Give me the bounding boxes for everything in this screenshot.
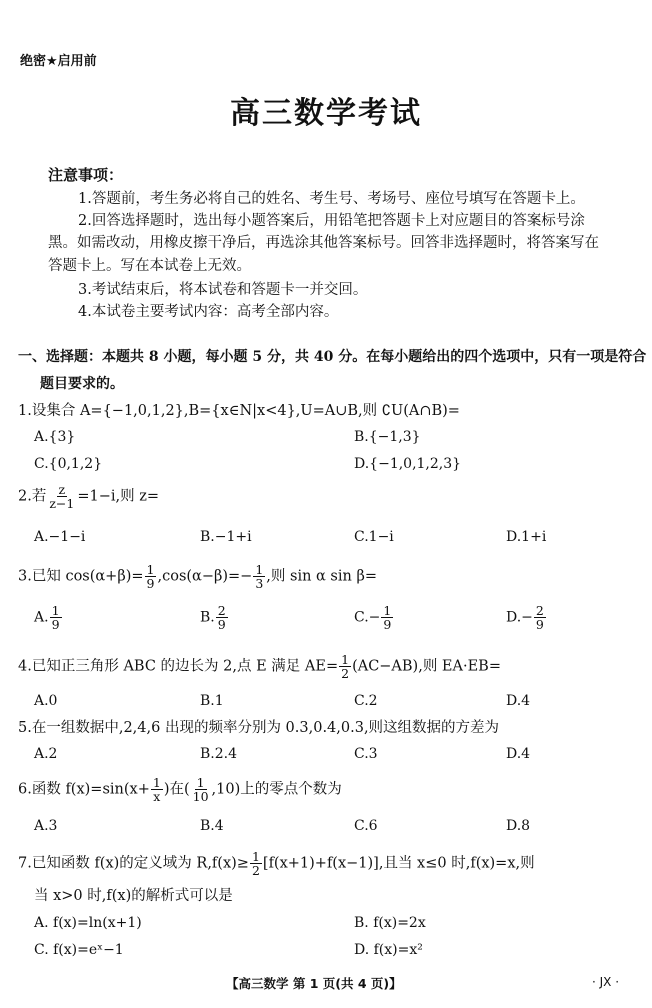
question-2-option-a: A.−1−i xyxy=(34,529,86,545)
question-7-option-b: B. f(x)=2x xyxy=(354,915,426,931)
question-4-option-c: C.2 xyxy=(354,693,378,709)
question-6-option-b: B.4 xyxy=(200,818,224,834)
question-5-option-d: D.4 xyxy=(506,746,531,762)
question-7-stem-line-2: 当 x>0 时,f(x)的解析式可以是 xyxy=(34,888,233,904)
question-7-option-a: A. f(x)=ln(x+1) xyxy=(34,915,142,931)
note-3: 3.考试结束后，将本试卷和答题卡一并交回。 xyxy=(78,282,368,298)
question-3-option-c: C.− $\frac{1}{9}$ xyxy=(354,603,392,632)
question-5-option-b: B.2.4 xyxy=(200,746,238,762)
question-4-option-d: D.4 xyxy=(506,693,531,709)
question-7-option-d: D. f(x)=x² xyxy=(354,942,423,958)
question-4-option-a: A.0 xyxy=(34,693,58,709)
question-7-stem: 7.已知函数 f(x)的定义域为 R,f(x)≥ $\frac{1}{2}$ [f(x+1)+f(x−1)],且当 x≤0 时,f(x)=x,则 xyxy=(18,849,535,878)
question-6-option-a: A.3 xyxy=(34,818,58,834)
question-4-stem: 4.已知正三角形 ABC 的边长为 2,点 E 满足 AE= $\frac{1}{2}$ (AC−AB),则 EA·EB= xyxy=(18,652,501,681)
confidential-label: 绝密★启用前 xyxy=(20,54,97,69)
question-3-stem: 3.已知 cos(α+β)= $\frac{1}{9}$ ,cos(α−β)=− $\frac{1}{3}$ ,则 sin α sin β= xyxy=(18,562,377,591)
question-2-option-d: D.1+i xyxy=(506,529,547,545)
question-1-option-b: B.{−1,3} xyxy=(354,429,421,445)
note-2-line-1: 2.回答选择题时，选出每小题答案后，用铅笔把答题卡上对应题目的答案标号涂 xyxy=(78,213,585,229)
question-3-option-d: D.− $\frac{2}{9}$ xyxy=(506,603,544,632)
exam-code: · JX · xyxy=(592,975,620,989)
question-1-option-c: C.{0,1,2} xyxy=(34,456,103,472)
question-2-fraction: $\frac{z}{z-1}$ xyxy=(49,482,75,511)
section-heading-line-2: 题目要求的。 xyxy=(40,376,124,392)
question-1-option-d: D.{−1,0,1,2,3} xyxy=(354,456,462,472)
question-5-option-c: C.3 xyxy=(354,746,378,762)
question-3-option-a: A. $\frac{1}{9}$ xyxy=(34,603,60,632)
question-5-stem: 5.在一组数据中,2,4,6 出现的频率分别为 0.3,0.4,0.3,则这组数据的方差为 xyxy=(18,720,500,736)
note-2-line-3: 答题卡上。写在本试卷上无效。 xyxy=(48,258,251,274)
page-footer: 【高三数学 第 1 页(共 4 页)】 xyxy=(226,976,402,991)
question-6-stem: 6.函数 f(x)=sin(x+ $\frac{1}{x}$ )在( $\frac{1}{10}$ ,10)上的零点个数为 xyxy=(18,775,342,804)
question-1-stem: 1.设集合 A={−1,0,1,2},B={x∈N|x<4},U=A∪B,则 ∁U(A∩B)= xyxy=(18,403,460,419)
question-3-option-b: B. $\frac{2}{9}$ xyxy=(200,603,226,632)
question-4-option-b: B.1 xyxy=(200,693,224,709)
notes-heading: 注意事项： xyxy=(48,166,124,184)
note-4: 4.本试卷主要考试内容：高考全部内容。 xyxy=(78,304,339,320)
note-2-line-2: 黑。如需改动，用橡皮擦干净后，再选涂其他答案标号。回答非选择题时，将答案写在 xyxy=(48,235,599,251)
note-1: 1.答题前，考生务必将自己的姓名、考生号、考场号、座位号填写在答题卡上。 xyxy=(78,191,585,207)
question-5-option-a: A.2 xyxy=(34,746,58,762)
question-6-option-c: C.6 xyxy=(354,818,378,834)
section-heading-line-1: 一、选择题：本题共 8 小题，每小题 5 分，共 40 分。在每小题给出的四个选项中，只有一项是符合 xyxy=(18,349,647,365)
exam-title: 高三数学考试 xyxy=(230,96,422,131)
question-2-stem: 2.若 $\frac{z}{z-1}$ =1−i,则 z= xyxy=(18,482,160,511)
question-2-option-b: B.−1+i xyxy=(200,529,252,545)
question-6-option-d: D.8 xyxy=(506,818,531,834)
question-1-option-a: A.{3} xyxy=(34,429,76,445)
question-7-option-c: C. f(x)=eˣ−1 xyxy=(34,942,124,958)
question-2-option-c: C.1−i xyxy=(354,529,394,545)
